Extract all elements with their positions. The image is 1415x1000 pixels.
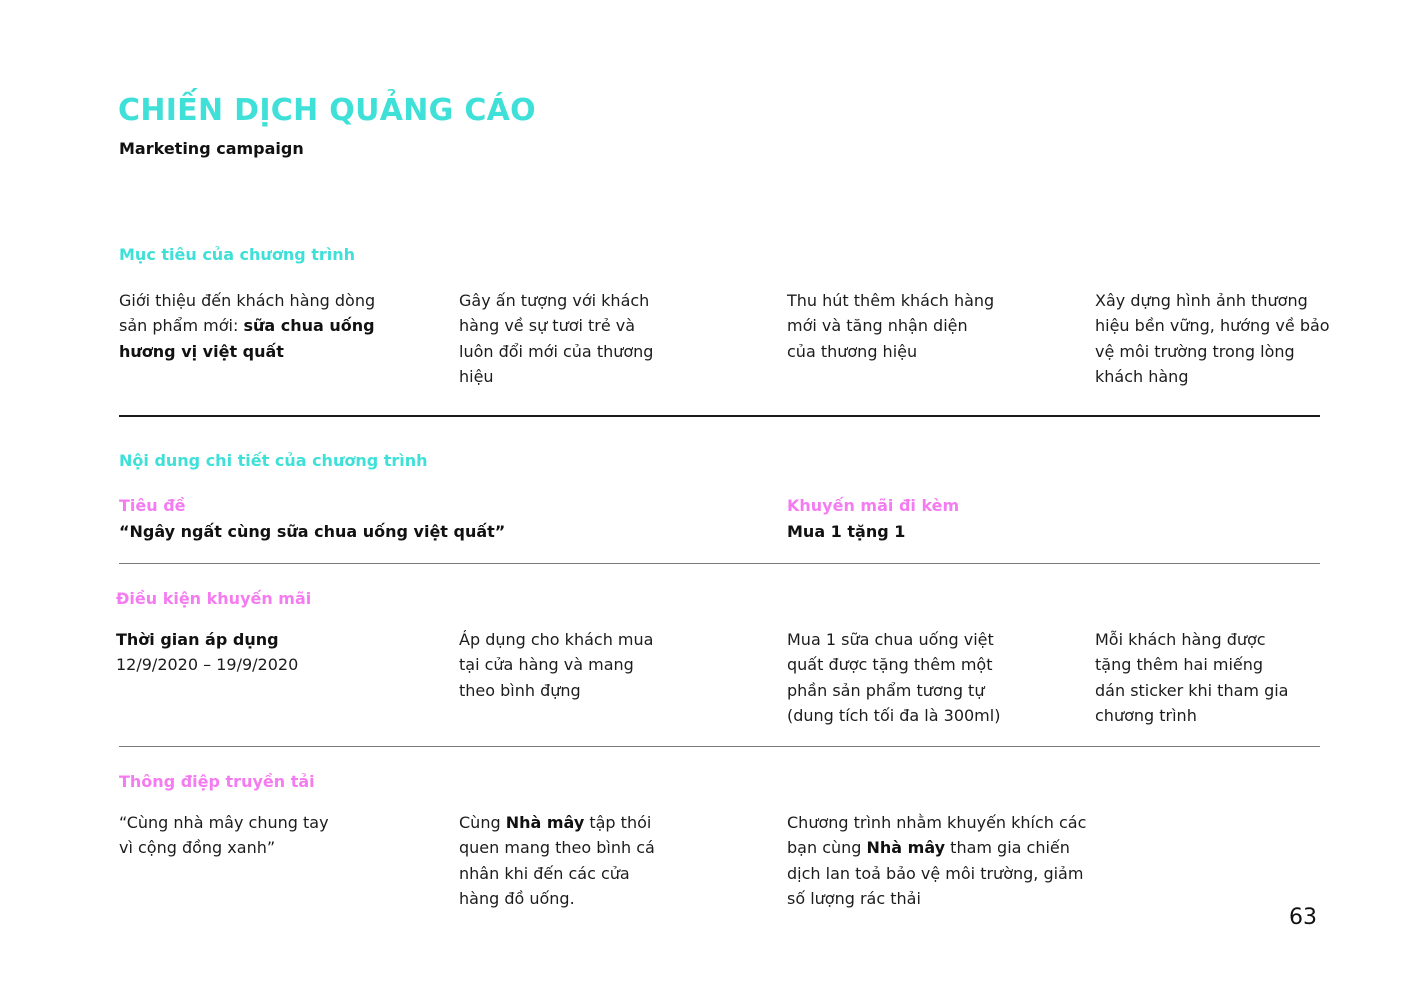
objective-1: [119, 288, 389, 364]
objective-3: Thu hút thêm khách hàng mới và tăng nhận diện của thương hiệu: [787, 291, 995, 361]
message-2-pre: Cùng: [459, 813, 506, 832]
message-heading: Thông điệp truyền tải: [119, 772, 315, 791]
message-2-brand: Nhà mây: [505, 813, 585, 832]
divider-thick: [119, 415, 1320, 417]
promo-value: Mua 1 tặng 1: [787, 522, 906, 541]
message-3-post: tham gia chiến dịch lan toả bảo vệ môi trường, giảm số lượng rác thải: [787, 838, 1084, 908]
message-2-post: tập thói quen mang theo bình cá nhân khi đến các cửa hàng đồ uống.: [459, 813, 655, 908]
message-3-brand: Nhà mây: [866, 838, 946, 858]
divider-thin-1: [119, 563, 1320, 564]
page-subtitle: Marketing campaign: [119, 139, 304, 158]
message-3-pre: Chương trình nhằm khuyến khích các bạn cùng: [787, 813, 1087, 858]
objective-1-product: sữa chua uống hương vị việt quất: [119, 316, 375, 361]
condition-2: Áp dụng cho khách mua tại cửa hàng và mang theo bình đựng: [459, 630, 654, 700]
divider-thin-2: [119, 746, 1320, 747]
details-heading: Nội dung chi tiết của chương trình: [119, 451, 428, 470]
condition-4: Mỗi khách hàng được tặng thêm hai miếng dán sticker khi tham gia chương trình: [1095, 630, 1289, 725]
promo-label: Khuyến mãi đi kèm: [787, 496, 960, 515]
message-1: “Cùng nhà mây chung tay vì cộng đồng xanh”: [119, 813, 329, 858]
objective-2: Gây ấn tượng với khách hàng về sự tươi trẻ và luôn đổi mới của thương hiệu: [459, 291, 654, 386]
conditions-heading: Điều kiện khuyến mãi: [116, 589, 312, 608]
campaign-title-value: “Ngây ngất cùng sữa chua uống việt quất”: [119, 522, 506, 541]
period-value: 12/9/2020 – 19/9/2020: [116, 655, 299, 674]
page-number: 63: [1289, 905, 1317, 930]
condition-3: Mua 1 sữa chua uống việt quất được tặng thêm một phần sản phẩm tương tự (dung tích tối đa là 300ml): [787, 630, 1001, 725]
objective-1-text: Giới thiệu đến khách hàng dòng sản phẩm mới:: [119, 291, 376, 336]
message-3: [787, 810, 1087, 911]
objective-4: Xây dựng hình ảnh thương hiệu bền vững, hướng về bảo vệ môi trường trong lòng khách hàng: [1095, 291, 1330, 386]
page-title: CHIẾN DỊCH QUẢNG CÁO: [118, 93, 536, 128]
objectives-heading: Mục tiêu của chương trình: [119, 245, 356, 264]
campaign-title-label: Tiêu đề: [119, 496, 186, 515]
message-2: [459, 810, 664, 911]
period-label: Thời gian áp dụng: [116, 630, 279, 649]
